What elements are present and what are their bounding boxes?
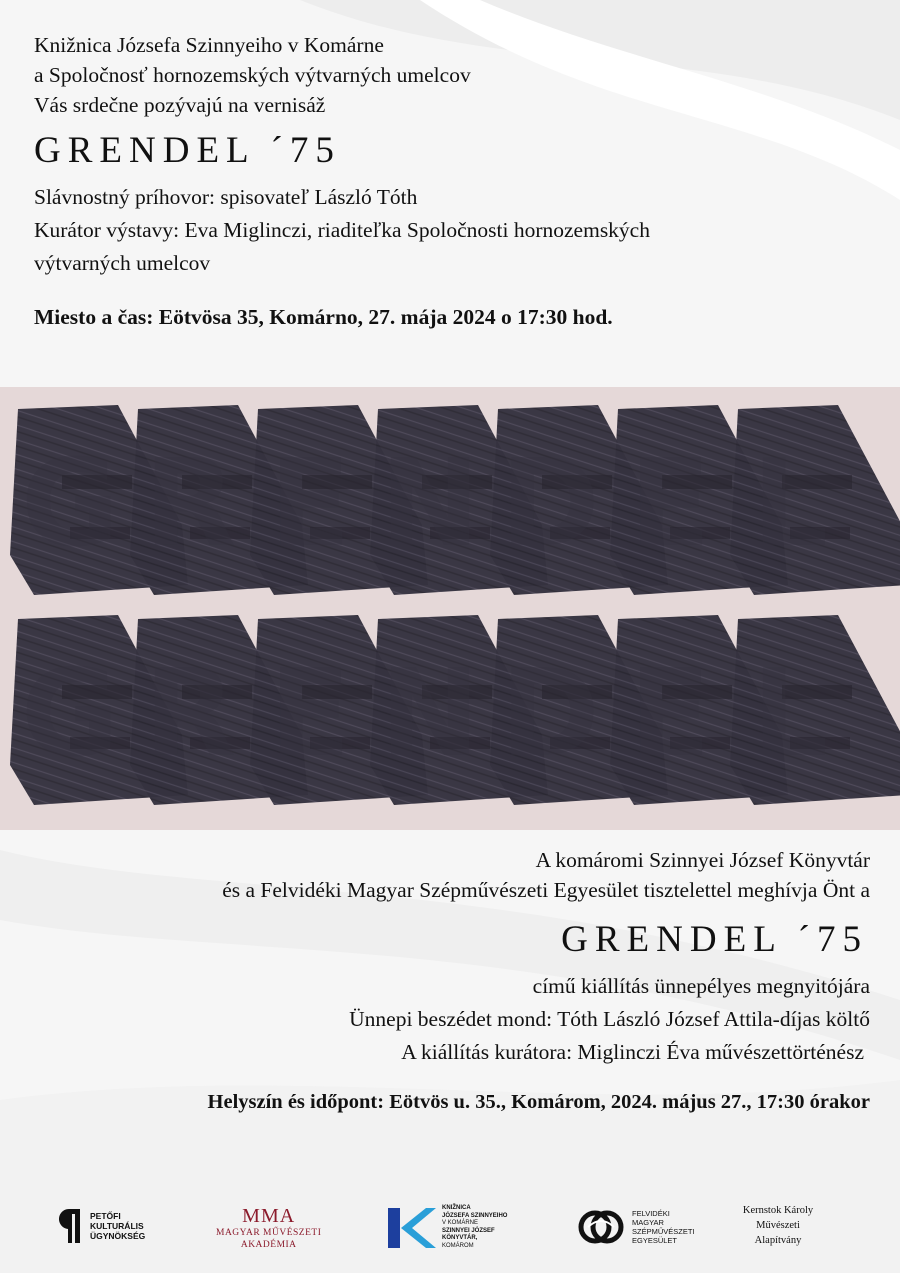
hungarian-line-2: és a Felvidéki Magyar Szépművészeti Egyesület tisztelettel meghívja Önt a (222, 878, 870, 902)
svg-text:D: D (500, 435, 600, 574)
petofi-logo (58, 1207, 145, 1245)
svg-text:N: N (379, 645, 481, 784)
library-text-6: KOMÁROM (442, 1242, 474, 1249)
artwork-letter-l (730, 615, 900, 805)
library-text-5: KÖNYVTÁR, (442, 1235, 478, 1241)
kernstok-text-2: Művészeti (756, 1220, 800, 1231)
kernstok-text-3: Alapítvány (754, 1235, 802, 1246)
fmsze-logo (578, 1207, 695, 1247)
slovak-line-3: Vás srdečne pozývajú na vernisáž (34, 93, 326, 117)
fmsze-text-2: MAGYAR (632, 1218, 664, 1227)
petofi-text-1: PETŐFI (90, 1211, 121, 1221)
svg-text:L: L (751, 435, 829, 574)
hungarian-place-time: Helyszín és időpont: Eötvös u. 35., Komárom, 2024. május 27., 17:30 órakor (207, 1091, 870, 1113)
fmsze-text-1: FELVIDÉKI (632, 1209, 670, 1218)
svg-text:N: N (379, 435, 481, 574)
svg-text:E: E (269, 645, 351, 784)
fmsze-text-4: EGYESÜLET (632, 1236, 678, 1245)
hungarian-curator: A kiállítás kurátora: Miglinczi Éva művészettörténész (401, 1040, 864, 1064)
svg-text:G: G (20, 435, 120, 574)
petofi-text-2: KULTURÁLIS (90, 1221, 144, 1231)
slovak-curator-line-1: Kurátor výstavy: Eva Miglinczi, riaditeľka Spoločnosti hornozemských (34, 218, 650, 242)
svg-text:D: D (500, 645, 600, 784)
kernstok-text-1: Kernstok Károly (742, 1205, 814, 1216)
slovak-curator-line-2: výtvarných umelcov (34, 251, 211, 275)
svg-text:E: E (629, 435, 711, 574)
sponsor-logos (0, 1195, 900, 1265)
grendel-artwork (0, 387, 900, 830)
library-text-3: V KOMÁRNE (442, 1220, 479, 1226)
svg-text:E: E (629, 645, 711, 784)
fmsze-knot-icon (578, 1207, 624, 1247)
slovak-speech: Slávnostný príhovor: spisovateľ László Tóth (34, 185, 418, 209)
petofi-text-3: ÜGYNÖKSÉG (90, 1231, 146, 1241)
hungarian-line-1: A komáromi Szinnyei József Könyvtár (535, 848, 870, 872)
hungarian-invitation (30, 845, 870, 1117)
library-k-icon (388, 1206, 436, 1250)
hungarian-line-3: című kiállítás ünnepélyes megnyitójára (532, 974, 870, 998)
library-text-1: KNIŽNICA (442, 1205, 471, 1211)
artwork-letter-l (730, 405, 900, 595)
fmsze-text-3: SZÉPMŰVÉSZETI (632, 1227, 695, 1236)
slovak-line-2: a Spoločnosť hornozemských výtvarných umelcov (34, 63, 471, 87)
mma-text-2: AKADÉMIA (240, 1240, 297, 1250)
slovak-exhibition-title: GRENDEL ´75 (34, 130, 341, 171)
mma-text-1: MAGYAR MŰVÉSZETI (216, 1228, 322, 1238)
mma-logo (216, 1205, 321, 1251)
slovak-line-1: Knižnica Józsefa Szinnyeiho v Komárne (34, 33, 384, 57)
artwork-lettering (0, 387, 900, 830)
kernstok-logo (728, 1203, 828, 1248)
library-logo (388, 1205, 507, 1250)
library-text-2: JÓZSEFA SZINNYEIHO (442, 1212, 508, 1219)
hungarian-speech: Ünnepi beszédet mond: Tóth László József Attila-díjas költő (349, 1007, 870, 1031)
svg-text:R: R (143, 645, 237, 784)
svg-text:G: G (20, 645, 120, 784)
hungarian-exhibition-title: GRENDEL ´75 (561, 919, 868, 960)
svg-text:R: R (143, 435, 237, 574)
svg-text:E: E (269, 435, 351, 574)
artwork-row-2 (10, 615, 900, 805)
artwork-row-1 (10, 405, 900, 595)
svg-text:L: L (751, 645, 829, 784)
petofi-mark-icon (58, 1207, 84, 1245)
library-text-4: SZINNYEI JÓZSEF (442, 1227, 495, 1234)
slovak-invitation (34, 30, 884, 332)
slovak-place-time: Miesto a čas: Eötvösa 35, Komárno, 27. mája 2024 o 17:30 hod. (34, 305, 613, 329)
mma-mark-icon: MMA (242, 1205, 296, 1227)
